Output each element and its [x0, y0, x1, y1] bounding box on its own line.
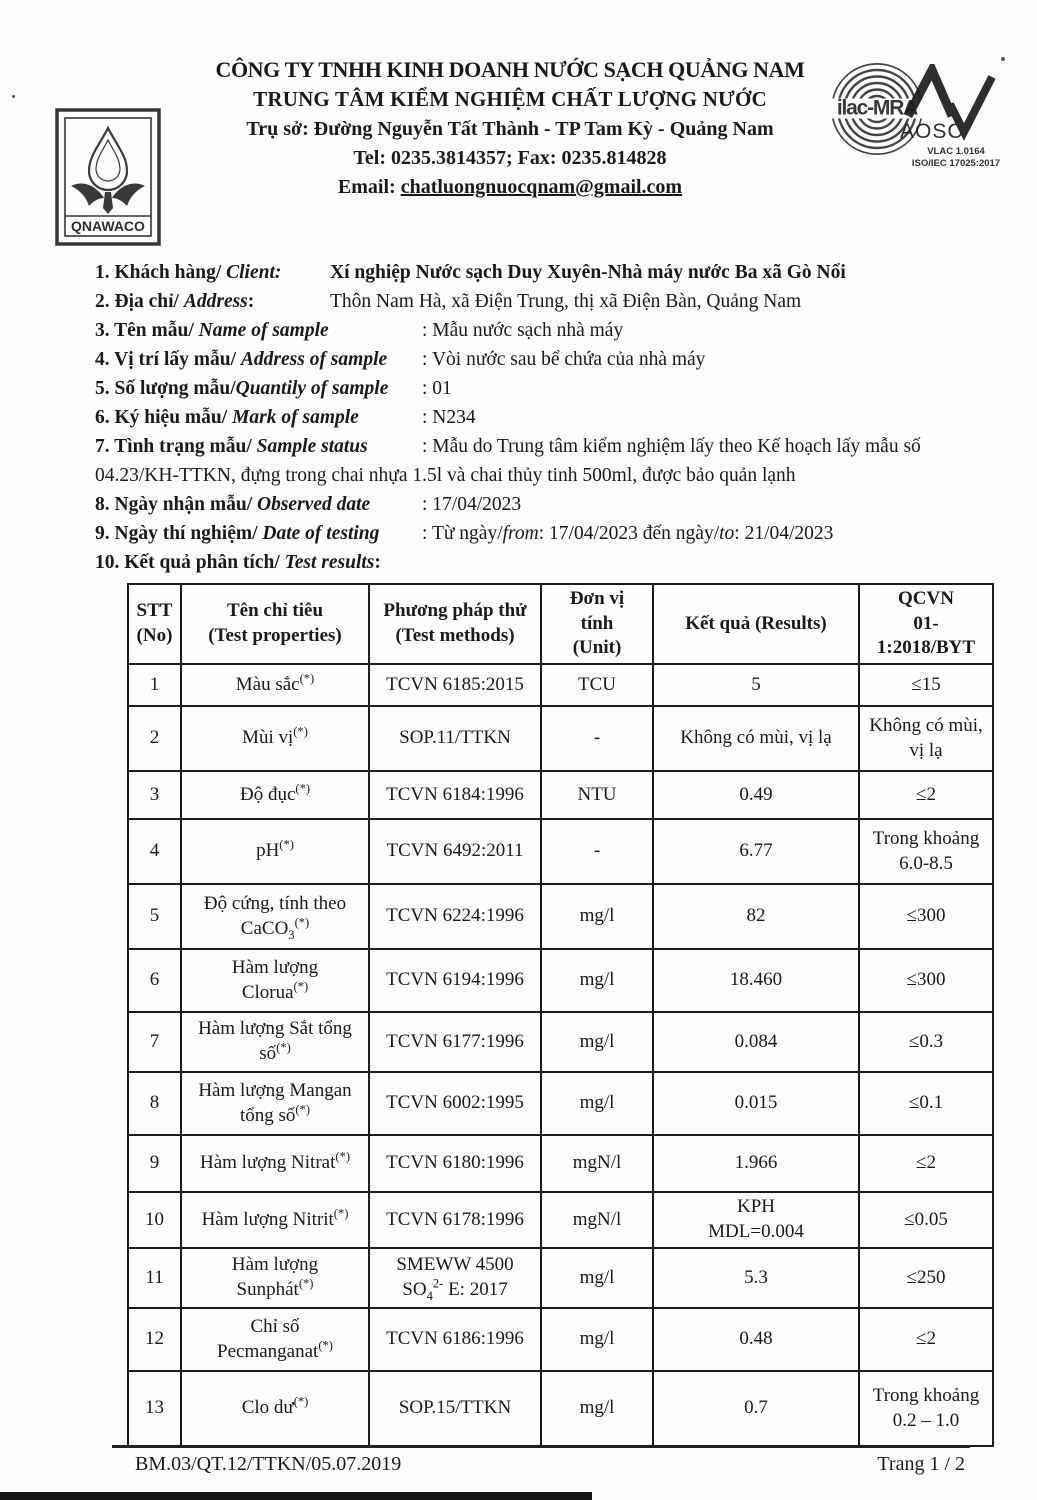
info-item-value: : Mẫu do Trung tâm kiểm nghiệm lấy theo Kế hoạch lấy mẫu số 04.23/KH-TTKN, đựng trong chai nhựa 1.5l và chai thủy tinh 500ml, được bảo quản lạnh — [95, 436, 921, 486]
info-item-10 — [95, 548, 975, 577]
column-header: Kết quả (Results) — [653, 584, 859, 664]
info-item-label: 4. Vị trí lấy mẫu/ Address of sample — [95, 349, 388, 370]
table-cell: 82 — [653, 884, 859, 949]
table-cell: TCVN 6492:2011 — [369, 819, 541, 884]
table-cell: TCVN 6177:1996 — [369, 1012, 541, 1072]
table-row — [128, 1012, 993, 1072]
info-item-value: : 01 — [422, 378, 452, 399]
table-cell: 7 — [128, 1012, 181, 1072]
table-cell: 11 — [128, 1248, 181, 1308]
table-cell: Hàm lượng Sắt tổng số(*) — [181, 1012, 369, 1072]
table-cell: Trong khoảng 0.2 – 1.0 — [859, 1371, 993, 1446]
table-cell: 9 — [128, 1135, 181, 1192]
table-cell: 5.3 — [653, 1248, 859, 1308]
column-header: QCVN 01- 1:2018/BYT — [859, 584, 993, 664]
table-cell: ≤2 — [859, 1308, 993, 1371]
table-cell: ≤0.3 — [859, 1012, 993, 1072]
info-item-8 — [95, 490, 975, 519]
table-cell: TCVN 6184:1996 — [369, 771, 541, 819]
table-cell: ≤300 — [859, 884, 993, 949]
table-cell: 8 — [128, 1072, 181, 1135]
table-cell: Hàm lượng Clorua(*) — [181, 949, 369, 1012]
info-item-label: 1. Khách hàng/ Client: — [95, 262, 282, 283]
table-row — [128, 1308, 993, 1371]
footer-page-number: Trang 1 / 2 — [877, 1453, 965, 1475]
table-cell: 18.460 — [653, 949, 859, 1012]
info-item-1 — [95, 258, 975, 287]
table-cell: 0.48 — [653, 1308, 859, 1371]
aosc-iso-text: ISO/IEC 17025:2017 — [911, 158, 1001, 169]
table-cell: ≤2 — [859, 771, 993, 819]
aosc-logo — [898, 64, 1006, 181]
table-cell: Hàm lượng Nitrit(*) — [181, 1192, 369, 1248]
table-cell: Hàm lượng Mangan tổng số(*) — [181, 1072, 369, 1135]
column-header: Tên chỉ tiêu (Test properties) — [181, 584, 369, 664]
table-cell: Hàm lượng Sunphát(*) — [181, 1248, 369, 1308]
table-cell: ≤2 — [859, 1135, 993, 1192]
column-header: STT (No) — [128, 584, 181, 664]
table-cell: TCU — [541, 664, 653, 706]
info-item-9 — [95, 519, 975, 548]
table-cell: 1 — [128, 664, 181, 706]
ilac-mra-logo-text: ilac-MRA — [836, 96, 918, 120]
table-cell: 0.084 — [653, 1012, 859, 1072]
table-cell: mg/l — [541, 1248, 653, 1308]
info-item-value: : N234 — [422, 407, 476, 428]
table-cell: 6.77 — [653, 819, 859, 884]
table-cell: mg/l — [541, 949, 653, 1012]
table-cell: 4 — [128, 819, 181, 884]
table-cell: 12 — [128, 1308, 181, 1371]
info-item-2 — [95, 287, 975, 316]
table-cell: TCVN 6178:1996 — [369, 1192, 541, 1248]
head-office-address: Trụ sở: Đường Nguyễn Tất Thành - TP Tam Kỳ - Quảng Nam — [246, 118, 774, 140]
info-item-value: : Mẫu nước sạch nhà máy — [422, 320, 624, 341]
table-row — [128, 664, 993, 706]
aosc-logo-graphic — [898, 64, 1006, 176]
table-cell: 5 — [128, 884, 181, 949]
info-item-4 — [95, 345, 975, 374]
info-item-6 — [95, 403, 975, 432]
info-item-value: : 17/04/2023 — [422, 494, 522, 515]
table-cell: 6 — [128, 949, 181, 1012]
info-item-value: Xí nghiệp Nước sạch Duy Xuyên-Nhà máy nước Ba xã Gò Nổi — [330, 262, 846, 283]
table-cell: - — [541, 819, 653, 884]
table-cell: pH(*) — [181, 819, 369, 884]
table-cell: Hàm lượng Nitrat(*) — [181, 1135, 369, 1192]
table-row — [128, 949, 993, 1012]
table-cell: TCVN 6194:1996 — [369, 949, 541, 1012]
table-cell: 3 — [128, 771, 181, 819]
table-cell: mgN/l — [541, 1192, 653, 1248]
table-row — [128, 819, 993, 884]
table-cell: TCVN 6186:1996 — [369, 1308, 541, 1371]
table-row — [128, 706, 993, 771]
results-table-wrap — [127, 583, 994, 1447]
table-cell: SOP.11/TTKN — [369, 706, 541, 771]
column-header: Phương pháp thử (Test methods) — [369, 584, 541, 664]
info-item-value: Thôn Nam Hà, xã Điện Trung, thị xã Điện Bàn, Quảng Nam — [330, 291, 802, 312]
table-cell: mg/l — [541, 1371, 653, 1446]
info-item-7 — [95, 432, 975, 490]
table-cell: NTU — [541, 771, 653, 819]
qnawaco-logo — [55, 108, 161, 251]
table-cell: KPH MDL=0.004 — [653, 1192, 859, 1248]
table-cell: Không có mùi, vị lạ — [653, 706, 859, 771]
table-cell: 1.966 — [653, 1135, 859, 1192]
table-cell: SOP.15/TTKN — [369, 1371, 541, 1446]
column-header: Đơn vị tính (Unit) — [541, 584, 653, 664]
table-cell: ≤0.1 — [859, 1072, 993, 1135]
table-cell: Độ đục(*) — [181, 771, 369, 819]
table-cell: SMEWW 4500 $SO_4^{2-}$ E: 2017 — [369, 1248, 541, 1308]
tel-fax-line: Tel: 0235.3814357; Fax: 0235.814828 — [353, 147, 667, 169]
table-cell: mg/l — [541, 1308, 653, 1371]
info-item-label: 10. Kết quả phân tích/ Test results: — [95, 552, 381, 573]
table-cell: 13 — [128, 1371, 181, 1446]
table-cell: ≤300 — [859, 949, 993, 1012]
table-cell: ≤250 — [859, 1248, 993, 1308]
scan-speck — [1001, 57, 1005, 61]
footer-divider — [112, 1445, 970, 1448]
footer-doc-code: BM.03/QT.12/TTKN/05.07.2019 — [135, 1453, 402, 1475]
table-row — [128, 1192, 993, 1248]
table-cell: mg/l — [541, 1012, 653, 1072]
table-cell: Mùi vị(*) — [181, 706, 369, 771]
email-line — [160, 173, 860, 202]
table-row — [128, 1248, 993, 1308]
table-cell: 2 — [128, 706, 181, 771]
scan-speck — [12, 95, 15, 98]
info-item-label: 9. Ngày thí nghiệm/ Date of testing — [95, 523, 380, 544]
table-cell: mg/l — [541, 1072, 653, 1135]
info-item-value: : Từ ngày/from: 17/04/2023 đến ngày/to: 21/04/2023 — [422, 523, 834, 544]
table-cell: mgN/l — [541, 1135, 653, 1192]
table-cell: TCVN 6185:2015 — [369, 664, 541, 706]
table-cell: TCVN 6224:1996 — [369, 884, 541, 949]
email-label: Email: — [337, 176, 396, 198]
info-item-label: 5. Số lượng mẫu/Quantily of sample — [95, 378, 389, 399]
table-row — [128, 884, 993, 949]
table-cell: TCVN 6180:1996 — [369, 1135, 541, 1192]
qnawaco-logo-graphic — [55, 108, 161, 246]
table-cell: Không có mùi, vị lạ — [859, 706, 993, 771]
table-header-row — [128, 584, 993, 664]
info-item-3 — [95, 316, 975, 345]
table-cell: ≤15 — [859, 664, 993, 706]
table-cell: 0.49 — [653, 771, 859, 819]
table-cell: 10 — [128, 1192, 181, 1248]
table-cell: mg/l — [541, 884, 653, 949]
sample-info-list — [95, 258, 975, 577]
center-name: TRUNG TÂM KIỂM NGHIỆM CHẤT LƯỢNG NƯỚC — [253, 87, 767, 111]
table-row — [128, 1135, 993, 1192]
scan-artifact-bar — [0, 1492, 592, 1500]
table-row — [128, 1072, 993, 1135]
table-cell: Clo dư(*) — [181, 1371, 369, 1446]
table-cell: Độ cứng, tính theo CaCO$_3$(*) — [181, 884, 369, 949]
info-item-value: : Vòi nước sau bể chứa của nhà máy — [422, 349, 706, 370]
aosc-logo-text: AOSC — [900, 120, 964, 143]
table-cell: TCVN 6002:1995 — [369, 1072, 541, 1135]
table-cell: Chỉ số Pecmanganat(*) — [181, 1308, 369, 1371]
info-item-label: 3. Tên mẫu/ Name of sample — [95, 320, 329, 341]
letterhead — [160, 55, 860, 202]
table-row — [128, 771, 993, 819]
aosc-vlac-text: VLAC 1.0164 — [927, 146, 985, 157]
info-item-label: 2. Địa chỉ/ Address: — [95, 291, 255, 312]
qnawaco-logo-text: QNAWACO — [71, 218, 145, 234]
company-name: CÔNG TY TNHH KINH DOANH NƯỚC SẠCH QUẢNG NAM — [215, 57, 805, 82]
table-cell: 0.015 — [653, 1072, 859, 1135]
table-cell: 0.7 — [653, 1371, 859, 1446]
results-table — [127, 583, 994, 1447]
email-address: chatluongnuocqnam@gmail.com — [400, 176, 683, 198]
page-footer — [135, 1453, 965, 1476]
info-item-label: 8. Ngày nhận mẫu/ Observed date — [95, 494, 371, 515]
table-cell: Màu sắc(*) — [181, 664, 369, 706]
table-cell: 5 — [653, 664, 859, 706]
table-cell: ≤0.05 — [859, 1192, 993, 1248]
table-cell: Trong khoảng 6.0-8.5 — [859, 819, 993, 884]
info-item-label: 7. Tình trạng mẫu/ Sample status — [95, 436, 368, 457]
info-item-5 — [95, 374, 975, 403]
table-cell: - — [541, 706, 653, 771]
table-row — [128, 1371, 993, 1446]
info-item-label: 6. Ký hiệu mẫu/ Mark of sample — [95, 407, 359, 428]
